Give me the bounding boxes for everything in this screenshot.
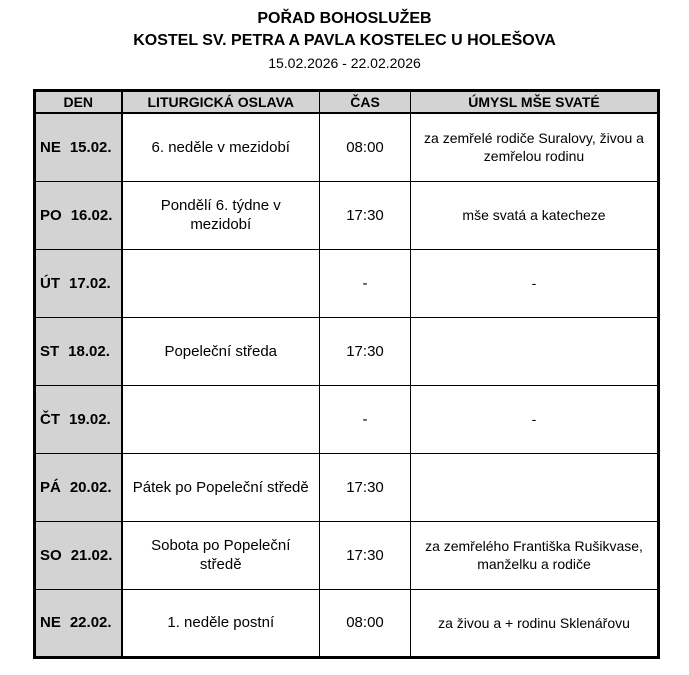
column-header-intention: ÚMYSL MŠE SVATÉ (411, 91, 659, 114)
celebration-cell (122, 385, 320, 453)
table-row (35, 249, 659, 317)
day-cell (35, 385, 122, 453)
celebration-cell: Pondělí 6. týdne v mezidobí (122, 181, 320, 249)
table-row (35, 453, 659, 521)
celebration-cell (122, 249, 320, 317)
time-cell: - (320, 249, 411, 317)
day-date: 19.02. (69, 410, 111, 428)
table-row (35, 521, 659, 589)
intention-cell: za živou a + rodinu Sklenářovu (411, 589, 659, 657)
schedule-table (33, 89, 660, 659)
document-header (0, 8, 689, 74)
column-header-celebration: LITURGICKÁ OSLAVA (122, 91, 320, 114)
church-name: KOSTEL SV. PETRA A PAVLA KOSTELEC U HOLEŠOVA (133, 32, 556, 49)
celebration-cell: Pátek po Popeleční středě (122, 453, 320, 521)
day-cell (35, 317, 122, 385)
column-header-time: ČAS (320, 91, 411, 114)
celebration-cell: Sobota po Popeleční středě (122, 521, 320, 589)
day-abbr: SO (40, 546, 62, 564)
time-cell: 17:30 (320, 317, 411, 385)
table-row (35, 113, 659, 181)
day-abbr: ST (40, 342, 60, 360)
document-title: POŘAD BOHOSLUŽEB (257, 10, 432, 27)
day-cell (35, 589, 122, 657)
intention-cell: mše svatá a katecheze (411, 181, 659, 249)
day-date: 20.02. (69, 478, 112, 496)
celebration-cell: 6. neděle v mezidobí (122, 113, 320, 181)
day-abbr: ÚT (40, 274, 60, 292)
table-header-row (35, 91, 659, 114)
day-abbr: ČT (40, 410, 60, 428)
day-cell (35, 181, 122, 249)
time-cell: 08:00 (320, 589, 411, 657)
intention-cell (411, 317, 659, 385)
day-cell (35, 113, 122, 181)
column-header-day: DEN (35, 91, 122, 114)
table-row (35, 385, 659, 453)
day-date: 15.02. (69, 138, 112, 156)
date-range: 15.02.2026 - 22.02.2026 (268, 55, 421, 71)
table-row (35, 317, 659, 385)
day-cell (35, 453, 122, 521)
day-abbr: NE (40, 614, 61, 631)
day-abbr: NE (40, 138, 61, 156)
celebration-cell: Popeleční středa (122, 317, 320, 385)
intention-cell (411, 453, 659, 521)
time-cell: 08:00 (320, 113, 411, 181)
day-date: 18.02. (68, 342, 110, 360)
table-row (35, 181, 659, 249)
day-abbr: PÁ (40, 478, 61, 496)
time-cell: 17:30 (320, 181, 411, 249)
time-cell: - (320, 385, 411, 453)
day-abbr: PO (40, 206, 62, 224)
intention-cell: za zemřelé rodiče Suralovy, živou a zemřelou rodinu (411, 113, 659, 181)
day-cell (35, 521, 122, 589)
day-cell (35, 249, 122, 317)
time-cell: 17:30 (320, 521, 411, 589)
day-date: 17.02. (69, 274, 111, 292)
day-date: 22.02. (69, 614, 112, 631)
celebration-cell: 1. neděle postní (122, 589, 320, 657)
day-date: 16.02. (70, 206, 113, 224)
day-date: 21.02. (70, 546, 113, 564)
table-row (35, 589, 659, 657)
intention-cell: - (411, 385, 659, 453)
intention-cell: - (411, 249, 659, 317)
intention-cell: za zemřelého Františka Rušikvase, manželku a rodiče (411, 521, 659, 589)
time-cell: 17:30 (320, 453, 411, 521)
